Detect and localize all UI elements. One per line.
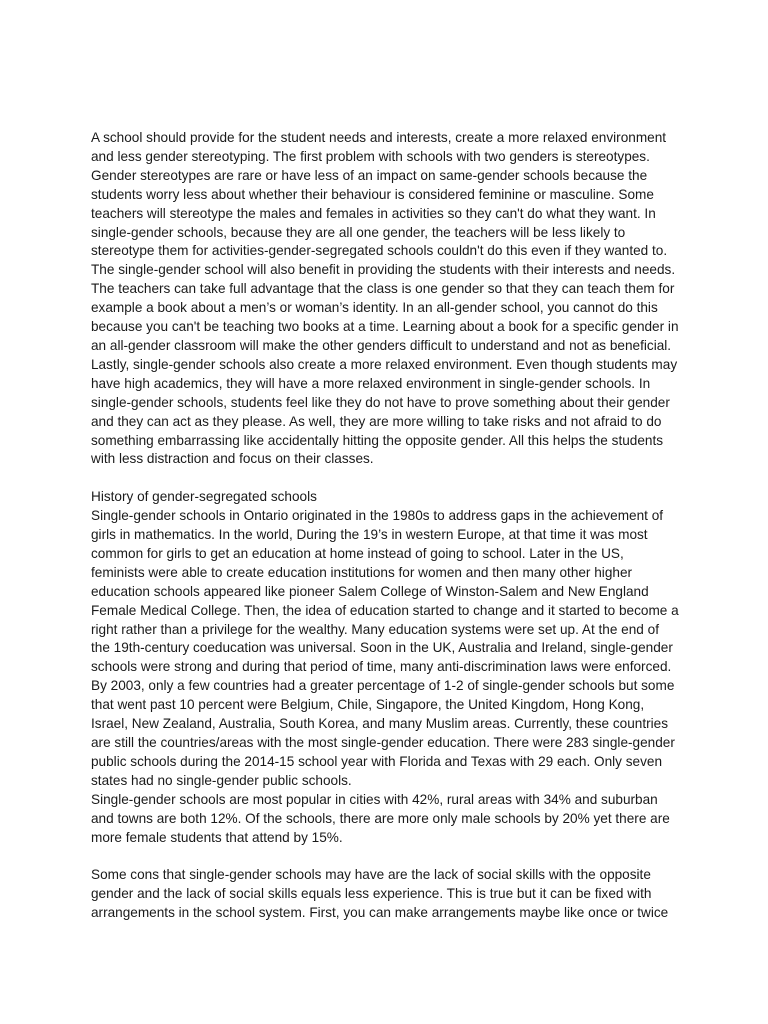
document-body xyxy=(91,129,681,923)
paragraph-spacer xyxy=(91,847,681,866)
paragraph-statistics: Single-gender schools are most popular in cities with 42%, rural areas with 34% and suburban and towns are both 12%. Of the schools, there are more only male schools by 20% yet there are more female students that attend by 15%. xyxy=(91,791,670,845)
paragraph-spacer xyxy=(91,469,681,488)
paragraph-gender-stereotypes: A school should provide for the student needs and interests, create a more relaxed environment and less gender stereotyping. The first problem with schools with two genders is stereotypes. Gender stereotypes are rare or have less of an impact on same-gender schools because the students worry less about whether their behaviour is considered feminine or masculine. Some teachers will stereotype the males and females in activities so they can't do what they want. In single-gender schools, because they are all one gender, the teachers will be less likely to stereotype them for activities-gender-segregated schools couldn't do this even if they wanted to. The single-gender school will also benefit in providing the students with their interests and needs. The teachers can take full advantage that the class is one gender so that they can teach them for example a book about a men’s or woman’s identity. In an all-gender school, you cannot do this because you can't be teaching two books at a time. Learning about a book for a specific gender in an all-gender classroom will make the other genders difficult to understand and not as beneficial. Lastly, single-gender schools also create a more relaxed environment. Even though students may have high academics, they will have a more relaxed environment in single-gender schools. In single-gender schools, students feel like they do not have to prove something about their gender and they can act as they please. As well, they are more willing to take risks and not afraid to do something embarrassing like accidentally hitting the opposite gender. All this helps the students with less distraction and focus on their classes. xyxy=(91,130,679,467)
section-heading-history: History of gender-segregated schools xyxy=(91,489,317,505)
paragraph-cons: Some cons that single-gender schools may have are the lack of social skills with the opposite gender and the lack of social skills equals less experience. This is true but it can be fixed with arrangements in the school system. First, you can make arrangements maybe like once or twice xyxy=(91,867,669,921)
paragraph-history: Single-gender schools in Ontario originated in the 1980s to address gaps in the achievement of girls in mathematics. In the world, During the 19’s in western Europe, at that time it was most common for girls to get an education at home instead of going to school. Later in the US, feminists were able to create education institutions for women and then many other higher education schools appeared like pioneer Salem College of Winston-Salem and New England Female Medical College. Then, the idea of education started to change and it started to become a right rather than a privilege for the wealthy. Many education systems were set up. At the end of the 19th-century coeducation was universal. Soon in the UK, Australia and Ireland, single-gender schools were strong and during that period of time, many anti-discrimination laws were enforced. By 2003, only a few countries had a greater percentage of 1-2 of single-gender schools but some that went past 10 percent were Belgium, Chile, Singapore, the United Kingdom, Hong Kong, Israel, New Zealand, Australia, South Korea, and many Muslim areas. Currently, these countries are still the countries/areas with the most single-gender education. There were 283 single-gender public schools during the 2014-15 school year with Florida and Texas with 29 each. Only seven states had no single-gender public schools. xyxy=(91,508,679,788)
